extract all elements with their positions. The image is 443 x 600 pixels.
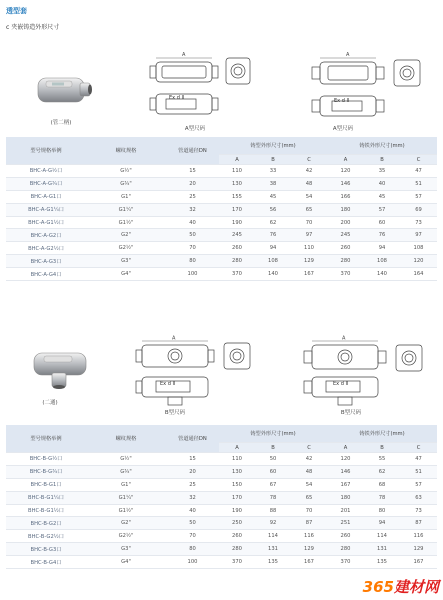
table-cell: 80 xyxy=(166,543,219,556)
table-cell: 200 xyxy=(327,216,364,229)
table-cell: 110 xyxy=(219,453,255,466)
svg-text:A: A xyxy=(346,52,350,58)
table-row xyxy=(6,203,437,216)
table-cell: BHC-A-G3口 xyxy=(6,255,86,268)
table-cell: G2" xyxy=(86,517,166,530)
sub-col: A xyxy=(327,443,364,453)
sub-col: C xyxy=(400,155,437,165)
col-group-2: 铸铁外形尺寸(mm) xyxy=(327,425,437,443)
table-cell: BHC-A-G½口 xyxy=(6,165,86,178)
table-row xyxy=(6,556,437,569)
table-cell: 250 xyxy=(219,517,255,530)
sub-col: A xyxy=(219,443,255,453)
table-cell: BHC-B-G½口 xyxy=(6,453,86,466)
table-cell: 260 xyxy=(327,530,364,543)
page-subtitle: c 夹嵌铸造外形尺寸 xyxy=(6,24,60,31)
table-cell: 146 xyxy=(327,465,364,478)
diagram-b-left-label: B型尺码 xyxy=(164,410,186,416)
table-cell: 63 xyxy=(400,491,437,504)
table-cell: G4" xyxy=(86,556,166,569)
table-cell: 190 xyxy=(219,216,255,229)
table-cell: 116 xyxy=(400,530,437,543)
sub-col: B xyxy=(364,155,400,165)
table-cell: 97 xyxy=(291,229,327,242)
table-row xyxy=(6,491,437,504)
nameplate-text-a-left: Ex d II xyxy=(169,95,185,101)
table-cell: BHC-A-G¾口 xyxy=(6,177,86,190)
table-cell: 47 xyxy=(400,165,437,178)
table-cell: 110 xyxy=(291,242,327,255)
table-cell: 167 xyxy=(400,556,437,569)
table-cell: 131 xyxy=(255,543,291,556)
table-cell: 78 xyxy=(255,491,291,504)
table-cell: 260 xyxy=(219,242,255,255)
table-cell: 57 xyxy=(400,190,437,203)
table-row xyxy=(6,177,437,190)
nameplate-text-b-left: Ex d II xyxy=(160,381,176,387)
table-cell: 140 xyxy=(255,268,291,281)
col-thread: 螺纹规格 xyxy=(86,137,166,165)
table-cell: 67 xyxy=(255,478,291,491)
table-cell: G1¼" xyxy=(86,491,166,504)
table-cell: 130 xyxy=(219,465,255,478)
table-row xyxy=(6,530,437,543)
sub-col: B xyxy=(255,443,291,453)
table-cell: 260 xyxy=(327,242,364,255)
svg-text:A: A xyxy=(342,335,346,342)
table-cell: 56 xyxy=(255,203,291,216)
table-cell: 60 xyxy=(364,216,400,229)
table-cell: G3" xyxy=(86,543,166,556)
table-cell: 88 xyxy=(255,504,291,517)
table-cell: 108 xyxy=(400,242,437,255)
watermark-logo xyxy=(363,576,439,597)
table-cell: 251 xyxy=(327,517,364,530)
table-cell: G¾" xyxy=(86,465,166,478)
table-cell: 110 xyxy=(219,165,255,178)
table-cell: 140 xyxy=(364,268,400,281)
sub-col: B xyxy=(255,155,291,165)
table-cell: 60 xyxy=(255,465,291,478)
table-cell: G2" xyxy=(86,229,166,242)
table-cell: G1" xyxy=(86,190,166,203)
table-cell: 20 xyxy=(166,465,219,478)
diagram-a-left xyxy=(142,50,272,130)
table-cell: 280 xyxy=(219,255,255,268)
table-cell: 47 xyxy=(400,453,437,466)
sub-col: B xyxy=(364,443,400,453)
table-cell: BHC-B-G2口 xyxy=(6,517,86,530)
table-cell: 260 xyxy=(219,530,255,543)
table-cell: 25 xyxy=(166,190,219,203)
table-cell: 129 xyxy=(291,255,327,268)
table-row xyxy=(6,517,437,530)
table-cell: 170 xyxy=(219,203,255,216)
table-cell: 201 xyxy=(327,504,364,517)
table-cell: 114 xyxy=(255,530,291,543)
table-cell: 40 xyxy=(166,504,219,517)
table-cell: 35 xyxy=(364,165,400,178)
diagram-b-right-label: B型尺码 xyxy=(340,410,362,416)
table-cell: 280 xyxy=(327,543,364,556)
table-cell: 120 xyxy=(327,165,364,178)
col-group-1: 铸型外形尺寸(mm) xyxy=(219,425,327,443)
table-cell: G1½" xyxy=(86,504,166,517)
table-row xyxy=(6,242,437,255)
table-cell: 51 xyxy=(400,177,437,190)
table-cell: BHC-B-G¾口 xyxy=(6,465,86,478)
photo-1-label: (管二柄) xyxy=(50,120,72,126)
table-cell: 114 xyxy=(364,530,400,543)
table-cell: 146 xyxy=(327,177,364,190)
table-row xyxy=(6,453,437,466)
sub-col: C xyxy=(291,155,327,165)
table-cell: G2½" xyxy=(86,242,166,255)
table-cell: G2½" xyxy=(86,530,166,543)
table-cell: BHC-A-G1¼口 xyxy=(6,203,86,216)
table-cell: 25 xyxy=(166,478,219,491)
table-row xyxy=(6,465,437,478)
table-cell: 370 xyxy=(219,268,255,281)
table-cell: 97 xyxy=(400,229,437,242)
table-cell: BHC-A-G2½口 xyxy=(6,242,86,255)
table-cell: G4" xyxy=(86,268,166,281)
table-cell: 92 xyxy=(255,517,291,530)
table-cell: 57 xyxy=(364,203,400,216)
table-cell: 94 xyxy=(364,242,400,255)
watermark-text: 建材网 xyxy=(393,578,439,596)
table-row xyxy=(6,543,437,556)
photo-2-label: (二通) xyxy=(42,400,58,406)
table-cell: 108 xyxy=(364,255,400,268)
table-cell: BHC-A-G4口 xyxy=(6,268,86,281)
table-cell: BHC-B-G1口 xyxy=(6,478,86,491)
table-cell: 150 xyxy=(219,478,255,491)
table-cell: 180 xyxy=(327,203,364,216)
table-cell: G1" xyxy=(86,478,166,491)
diagram-a-left-label: A型尺码 xyxy=(184,126,206,132)
table-cell: 167 xyxy=(327,478,364,491)
table-cell: G1¼" xyxy=(86,203,166,216)
table-cell: 167 xyxy=(291,268,327,281)
diagram-a-right xyxy=(300,50,440,130)
table-cell: 54 xyxy=(291,190,327,203)
table-cell: G¾" xyxy=(86,177,166,190)
table-cell: 78 xyxy=(364,491,400,504)
table-cell: G½" xyxy=(86,453,166,466)
table-cell: 80 xyxy=(166,255,219,268)
table-cell: 40 xyxy=(364,177,400,190)
table-cell: 70 xyxy=(166,530,219,543)
table-row xyxy=(6,165,437,178)
col-dn: 管道通径DN xyxy=(166,137,219,165)
table-cell: 76 xyxy=(364,229,400,242)
table-cell: 129 xyxy=(291,543,327,556)
table-cell: 51 xyxy=(400,465,437,478)
table-row xyxy=(6,478,437,491)
table-cell: 245 xyxy=(327,229,364,242)
col-group-1: 铸型外形尺寸(mm) xyxy=(219,137,327,155)
table-cell: 100 xyxy=(166,556,219,569)
table-cell: 80 xyxy=(364,504,400,517)
table-cell: 87 xyxy=(400,517,437,530)
sub-col: A xyxy=(327,155,364,165)
table-cell: 166 xyxy=(327,190,364,203)
table-cell: 129 xyxy=(400,543,437,556)
table-cell: 50 xyxy=(166,517,219,530)
col-group-2: 铸铁外形尺寸(mm) xyxy=(327,137,437,155)
fitting-photo-2 xyxy=(28,345,94,395)
table-cell: 45 xyxy=(364,190,400,203)
table-cell: 32 xyxy=(166,491,219,504)
table-cell: 76 xyxy=(255,229,291,242)
table-cell: 65 xyxy=(291,491,327,504)
nameplate-text-a-right: Ex d II xyxy=(334,98,350,104)
table-cell: 167 xyxy=(291,556,327,569)
sub-col: A xyxy=(219,155,255,165)
table-row xyxy=(6,255,437,268)
table-cell: 33 xyxy=(255,165,291,178)
table-cell: 54 xyxy=(291,478,327,491)
table-row xyxy=(6,190,437,203)
table-cell: 42 xyxy=(291,453,327,466)
page-title: 透型套 xyxy=(6,7,27,15)
table-cell: 164 xyxy=(400,268,437,281)
col-thread: 螺纹规格 xyxy=(86,425,166,453)
table-cell: 57 xyxy=(400,478,437,491)
table-cell: 38 xyxy=(255,177,291,190)
table-cell: 280 xyxy=(327,255,364,268)
table-cell: BHC-B-G3口 xyxy=(6,543,86,556)
table-body xyxy=(6,165,437,281)
table-cell: BHC-B-G4口 xyxy=(6,556,86,569)
table-cell: 100 xyxy=(166,268,219,281)
table-cell: 40 xyxy=(166,216,219,229)
table-cell: 45 xyxy=(255,190,291,203)
table-cell: 370 xyxy=(327,556,364,569)
table-cell: 69 xyxy=(400,203,437,216)
diagram-b-left xyxy=(128,335,268,415)
table-cell: 280 xyxy=(219,543,255,556)
table-cell: 155 xyxy=(219,190,255,203)
table-cell: 120 xyxy=(327,453,364,466)
table-cell: 180 xyxy=(327,491,364,504)
table-cell: 65 xyxy=(291,203,327,216)
sub-col: C xyxy=(400,443,437,453)
col-model: 型号规格举例 xyxy=(6,137,86,165)
table-cell: BHC-A-G1½口 xyxy=(6,216,86,229)
table-cell: G½" xyxy=(86,165,166,178)
table-row xyxy=(6,229,437,242)
table-cell: 62 xyxy=(364,465,400,478)
table-cell: 131 xyxy=(364,543,400,556)
table-cell: 135 xyxy=(364,556,400,569)
table-cell: 42 xyxy=(291,165,327,178)
table-cell: 370 xyxy=(327,268,364,281)
table-cell: 87 xyxy=(291,517,327,530)
table-cell: 20 xyxy=(166,177,219,190)
table-cell: 15 xyxy=(166,165,219,178)
table-cell: BHC-B-G1½口 xyxy=(6,504,86,517)
table-cell: 135 xyxy=(255,556,291,569)
table-cell: G1½" xyxy=(86,216,166,229)
table-cell: 68 xyxy=(364,478,400,491)
col-model: 型号规格举例 xyxy=(6,425,86,453)
table-cell: 190 xyxy=(219,504,255,517)
svg-text:A: A xyxy=(172,335,176,342)
table-cell: G3" xyxy=(86,255,166,268)
table-row xyxy=(6,504,437,517)
table-row xyxy=(6,268,437,281)
table-body xyxy=(6,453,437,569)
table-row xyxy=(6,216,437,229)
fitting-photo-1 xyxy=(30,70,96,116)
table-cell: 170 xyxy=(219,491,255,504)
diagram-a-right-label: A型尺码 xyxy=(332,126,354,132)
table-cell: 15 xyxy=(166,453,219,466)
table-cell: 94 xyxy=(255,242,291,255)
sub-col: C xyxy=(291,443,327,453)
nameplate-text-b-right: Ex d II xyxy=(333,381,349,387)
table-cell: 50 xyxy=(255,453,291,466)
table-cell: 55 xyxy=(364,453,400,466)
table-cell: 116 xyxy=(291,530,327,543)
watermark-number: 365 xyxy=(362,578,394,596)
diagram-b-right xyxy=(296,335,441,415)
table-cell: 62 xyxy=(255,216,291,229)
table-cell: 120 xyxy=(400,255,437,268)
table-cell: BHC-A-G1口 xyxy=(6,190,86,203)
spec-table-b xyxy=(6,425,437,569)
table-cell: 245 xyxy=(219,229,255,242)
table-cell: 48 xyxy=(291,177,327,190)
table-cell: 48 xyxy=(291,465,327,478)
table-cell: 73 xyxy=(400,504,437,517)
table-cell: 370 xyxy=(219,556,255,569)
table-cell: 50 xyxy=(166,229,219,242)
table-cell: BHC-B-G2½口 xyxy=(6,530,86,543)
table-cell: 130 xyxy=(219,177,255,190)
table-cell: 94 xyxy=(364,517,400,530)
table-cell: 108 xyxy=(255,255,291,268)
svg-text:A: A xyxy=(182,52,186,58)
spec-table-a xyxy=(6,137,437,281)
table-cell: BHC-B-G1¼口 xyxy=(6,491,86,504)
table-cell: 32 xyxy=(166,203,219,216)
table-cell: 73 xyxy=(400,216,437,229)
table-cell: 70 xyxy=(291,216,327,229)
col-dn: 管道通径DN xyxy=(166,425,219,453)
table-cell: BHC-A-G2口 xyxy=(6,229,86,242)
table-cell: 70 xyxy=(291,504,327,517)
table-cell: 70 xyxy=(166,242,219,255)
